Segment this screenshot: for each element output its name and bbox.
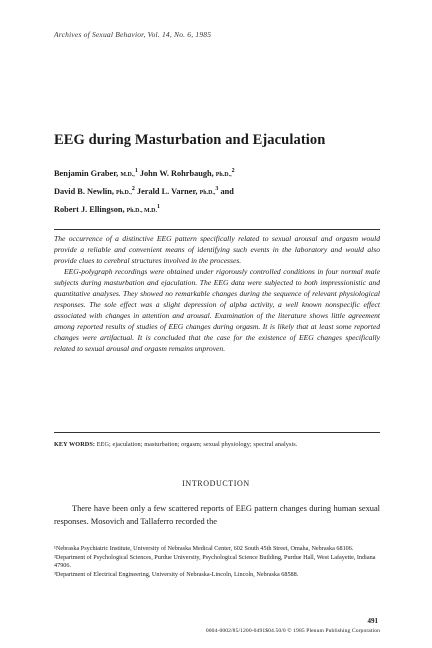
author-affiliation-mark: 2 [231,168,235,174]
author-name: John W. Rohrbaugh, [137,168,216,178]
author-degree: Ph.D., [199,189,216,196]
abstract-paragraph-2: EEG-polygraph recordings were obtained under rigorously controlled conditions in four normal male subjects during masturbation and ejaculation. The EEG data were subjected to both impressionistic and quantitative analyses. They showed no remarkable changes during the sequence of relevant physiological responses. The sole effect was a slight depression of alpha activity, a well known nonspecific effect associated with changes in attention and arousal. Examination of the literature shows little agreement among reported results of studies of EEG changes during orgasm. It is likely that at least some reported changes were artifactual. It is concluded that the case for the existence of EEG changes specifically related to sexual arousal and orgasm remains unproven. [54,267,380,353]
copyright-line: 0004-0002/85/1200-0491$04.50/0 © 1985 Plenum Publishing Corporation [205,628,380,634]
footnote-3: ³Department of Electrical Engineering, University of Nebraska-Lincoln, Lincoln, Nebraska 68588. [54,571,299,578]
author-affiliation-mark: 2 [131,185,135,192]
running-head: Archives of Sexual Behavior, Vol. 14, No. 6, 1985 [54,30,212,39]
author-name: David B. Newlin, [54,186,117,196]
author-affiliation-mark: 3 [215,185,219,192]
keywords [54,441,384,448]
footnotes [54,545,380,580]
keywords-text: EEG; ejaculation; masturbation; orgasm; sexual physiology; spectral analysis. [95,441,298,448]
author-degree: Ph.D., M.D. [126,207,157,214]
author-degree: Ph.D., [215,171,232,178]
keywords-label: KEY WORDS: [54,441,96,448]
author-name: Robert J. Ellingson, [54,204,127,214]
author-list [54,164,384,217]
author-line-2 [54,182,384,200]
author-line-3 [54,200,384,218]
abstract-top-rule [54,229,380,230]
footnote-2: ²Department of Psychological Sciences, Purdue University, Psychological Science Building, Purdue Hall, West Lafayette, Indiana 47906. [54,554,376,569]
abstract-paragraph-1: The occurrence of a distinctive EEG pattern specifically related to sexual arousal and orgasm would provide a reliable and convenient means of identifying such events in the laboratory and would also provide clues to cerebral structures involved in the processes. [54,234,380,265]
article-title: EEG during Masturbation and Ejaculation [54,132,326,148]
abstract [54,233,380,354]
author-degree: Ph.D., [116,189,132,196]
author-conjunction: and [218,186,234,196]
page-number: 491 [367,617,378,625]
author-name: Benjamin Graber, [54,168,121,178]
author-name: Jerald L. Varner, [134,186,200,196]
author-affiliation-mark: 1 [134,168,138,174]
author-degree: M.D., [120,171,135,178]
author-affiliation-mark: 1 [156,203,160,210]
section-heading-introduction: INTRODUCTION [182,479,250,488]
introduction-text: There have been only a few scattered reports of EEG pattern changes during human sexual responses. Mosovich and Tallaferro recorded the [54,504,380,526]
abstract-bottom-rule [54,432,380,433]
author-line-1 [54,164,384,182]
footnote-1: ¹Nebraska Psychiatric Institute, University of Nebraska Medical Center, 602 South 45th Street, Omaha, Nebraska 68106. [54,545,354,552]
